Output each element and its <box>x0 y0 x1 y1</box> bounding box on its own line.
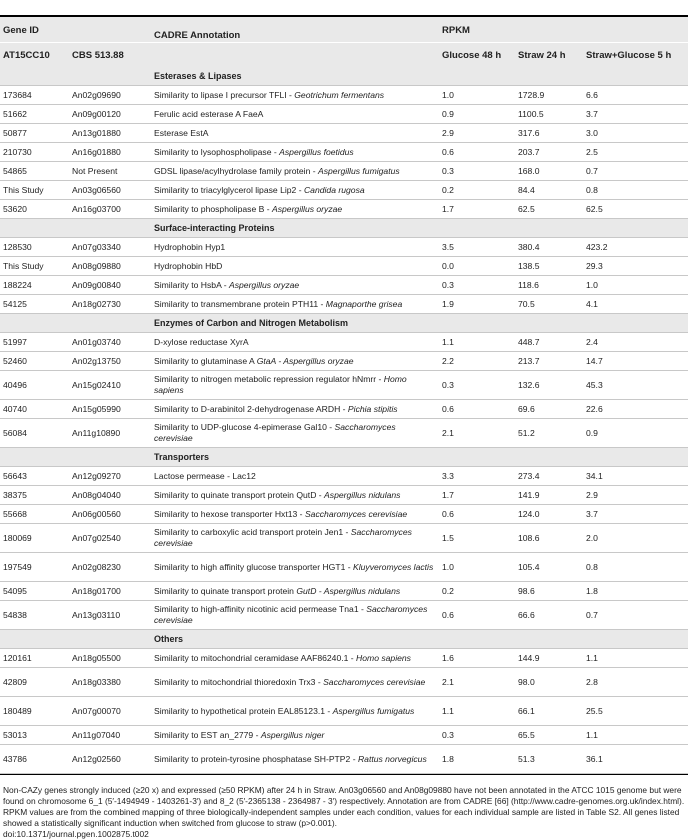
annotation-species: Saccharomyces cerevisiae <box>323 676 426 687</box>
cell-cbs: An08g04040 <box>68 486 150 505</box>
header-row-2 <box>0 42 688 67</box>
annotation-text: GDSL lipase/acylhydrolase family protein - <box>154 165 318 176</box>
annotation-species: Aspergillus fumigatus <box>318 165 400 176</box>
table-row <box>0 582 688 601</box>
cell-straw-glucose: 36.1 <box>582 745 688 774</box>
section-title: Enzymes of Carbon and Nitrogen Metabolism <box>150 314 688 333</box>
header-straw-glucose: Straw+Glucose 5 h <box>586 50 672 61</box>
gene-table-body <box>0 67 688 774</box>
annotation-text: Similarity to high affinity glucose transporter HGT1 - <box>154 561 354 572</box>
table-row <box>0 400 688 419</box>
cell-cbs: An12g02560 <box>68 745 150 774</box>
cell-cbs: Not Present <box>68 162 150 181</box>
cell-glucose: 2.2 <box>438 352 514 371</box>
cell-straw-glucose: 423.2 <box>582 238 688 257</box>
cell-glucose: 1.0 <box>438 553 514 582</box>
cell-straw: 66.6 <box>514 601 582 630</box>
cell-straw-glucose: 34.1 <box>582 467 688 486</box>
table-row <box>0 276 688 295</box>
section-title: Transporters <box>150 448 688 467</box>
cell-glucose: 3.5 <box>438 238 514 257</box>
cell-glucose: 0.6 <box>438 601 514 630</box>
cell-annotation <box>150 649 438 668</box>
header-gene-id: Gene ID <box>3 25 39 36</box>
annotation-text: Similarity to UDP-glucose 4-epimerase Gal10 - <box>154 422 335 432</box>
cell-cbs: An13g01880 <box>68 124 150 143</box>
table-row <box>0 257 688 276</box>
cell-annotation <box>150 467 438 486</box>
annotation-text: Similarity to EST an_2779 - <box>154 729 261 740</box>
cell-at15cc10: 50877 <box>0 124 68 143</box>
cell-glucose: 3.3 <box>438 467 514 486</box>
cell-annotation <box>150 124 438 143</box>
cell-cbs: An06g00560 <box>68 505 150 524</box>
section-title: Esterases & Lipases <box>150 67 688 86</box>
cell-annotation <box>150 524 438 553</box>
cell-straw-glucose: 0.7 <box>582 601 688 630</box>
cell-annotation <box>150 668 438 697</box>
table-row <box>0 352 688 371</box>
cell-straw: 273.4 <box>514 467 582 486</box>
cell-at15cc10: 54095 <box>0 582 68 601</box>
annotation-text: Similarity to quinate transport protein QutD - <box>154 489 325 500</box>
annotation-species: Saccharomyces cerevisiae <box>304 508 408 519</box>
cell-straw-glucose: 3.7 <box>582 105 688 124</box>
annotation-species: GutD - Aspergillus nidulans <box>296 585 401 596</box>
table-row <box>0 238 688 257</box>
cell-cbs: An07g02540 <box>68 524 150 553</box>
cell-at15cc10: This Study <box>0 181 68 200</box>
cell-at15cc10: 188224 <box>0 276 68 295</box>
annotation-text: Esterase EstA <box>154 127 209 138</box>
cell-cbs: An12g09270 <box>68 467 150 486</box>
header-at15cc10: AT15CC10 <box>3 50 50 61</box>
cell-cbs: An11g07040 <box>68 726 150 745</box>
cell-straw: 380.4 <box>514 238 582 257</box>
cell-at15cc10: 54125 <box>0 295 68 314</box>
cell-annotation <box>150 86 438 105</box>
annotation-text: Similarity to phospholipase B - <box>154 203 272 214</box>
table-row <box>0 524 688 553</box>
cell-straw-glucose: 2.5 <box>582 143 688 162</box>
cell-straw: 213.7 <box>514 352 582 371</box>
cell-annotation <box>150 333 438 352</box>
cell-straw: 105.4 <box>514 553 582 582</box>
table-row <box>0 162 688 181</box>
cell-cbs: An08g09880 <box>68 257 150 276</box>
cell-annotation <box>150 400 438 419</box>
cell-cbs: An15g05990 <box>68 400 150 419</box>
annotation-text: Similarity to lysophospholipase - <box>154 146 280 157</box>
annotation-species: Candida rugosa <box>303 184 365 195</box>
section-row <box>0 630 688 649</box>
section-row <box>0 67 688 86</box>
cell-straw-glucose: 62.5 <box>582 200 688 219</box>
annotation-text: Hydrophobin HbD <box>154 260 223 271</box>
table-footnote: Non-CAZy genes strongly induced (≥20 x) and expressed (≥50 RPKM) after 24 h in Straw. An03g06560 and An08g09880 have not been annotated in the ATCC 1015 genome but were found on chromosome 6_1 (5′-1494949 - 1403261-3′) and 8_2 (5′-2365138 - 2364987 - 3′) respectively. Annotation are from CADRE [66] (http://www.cadre-genomes.org.uk/index.html). RPKM values are from the combined mapping of three biologically-independent samples under each condition, values for each individual sample are listed in Table S2. All genes listed showed a statistically significant induction when switched from glucose to straw (p>0.001). <box>3 785 685 828</box>
annotation-text: Similarity to transmembrane protein PTH11 - <box>154 298 326 309</box>
cell-cbs: An18g03380 <box>68 668 150 697</box>
cell-cbs: An02g09690 <box>68 86 150 105</box>
cell-straw: 144.9 <box>514 649 582 668</box>
cell-annotation <box>150 105 438 124</box>
header-straw: Straw 24 h <box>518 50 566 61</box>
table-row <box>0 143 688 162</box>
cell-cbs: An07g00070 <box>68 697 150 726</box>
section-row <box>0 448 688 467</box>
annotation-text: D-xylose reductase XyrA <box>154 336 249 347</box>
cell-annotation <box>150 200 438 219</box>
cell-straw: 51.3 <box>514 745 582 774</box>
annotation-text: Similarity to lipase I precursor TFLI - <box>154 89 295 100</box>
cell-glucose: 1.1 <box>438 697 514 726</box>
table-row <box>0 745 688 774</box>
cell-glucose: 0.2 <box>438 181 514 200</box>
cell-at15cc10: 51662 <box>0 105 68 124</box>
cell-cbs: An16g03700 <box>68 200 150 219</box>
cell-straw: 98.6 <box>514 582 582 601</box>
cell-annotation <box>150 553 438 582</box>
annotation-text: Similarity to glutaminase A <box>154 355 257 366</box>
cell-straw: 124.0 <box>514 505 582 524</box>
cell-at15cc10: 42809 <box>0 668 68 697</box>
cell-straw: 118.6 <box>514 276 582 295</box>
annotation-text: Similarity to high-affinity nicotinic acid permease Tna1 - <box>154 604 367 614</box>
table-row <box>0 668 688 697</box>
cell-straw-glucose: 3.7 <box>582 505 688 524</box>
cell-straw-glucose: 14.7 <box>582 352 688 371</box>
annotation-species: Saccharomyces cerevisiae <box>154 527 412 548</box>
cell-at15cc10: 180069 <box>0 524 68 553</box>
annotation-text: Similarity to HsbA - <box>154 279 229 290</box>
cell-at15cc10: 128530 <box>0 238 68 257</box>
cell-glucose: 0.0 <box>438 257 514 276</box>
annotation-species: Magnaporthe grisea <box>325 298 403 309</box>
cell-cbs: An01g03740 <box>68 333 150 352</box>
cell-glucose: 0.2 <box>438 582 514 601</box>
annotation-text: Similarity to triacylglycerol lipase Lip2 - <box>154 184 304 195</box>
table-row <box>0 333 688 352</box>
table-row <box>0 601 688 630</box>
cell-straw: 448.7 <box>514 333 582 352</box>
table-row <box>0 726 688 745</box>
cell-straw: 69.6 <box>514 400 582 419</box>
cell-straw: 141.9 <box>514 486 582 505</box>
cell-straw: 98.0 <box>514 668 582 697</box>
table-row <box>0 86 688 105</box>
cell-straw-glucose: 2.0 <box>582 524 688 553</box>
cell-glucose: 0.3 <box>438 276 514 295</box>
table-row <box>0 124 688 143</box>
cell-straw-glucose: 0.8 <box>582 181 688 200</box>
cell-at15cc10: 38375 <box>0 486 68 505</box>
annotation-text: Similarity to hexose transporter Hxt13 - <box>154 508 305 519</box>
table-row <box>0 697 688 726</box>
annotation-text: Similarity to mitochondrial ceramidase AAF86240.1 - <box>154 652 357 663</box>
cell-annotation <box>150 697 438 726</box>
cell-cbs: An15g02410 <box>68 371 150 400</box>
annotation-species: Aspergillus foetidus <box>279 146 354 157</box>
cell-at15cc10: 56084 <box>0 419 68 448</box>
section-row <box>0 314 688 333</box>
cell-annotation <box>150 276 438 295</box>
cell-straw-glucose: 1.8 <box>582 582 688 601</box>
annotation-species: Aspergillus oryzae <box>271 203 343 214</box>
table-figure <box>0 15 688 839</box>
annotation-text: Lactose permease - Lac12 <box>154 470 256 481</box>
table-row <box>0 419 688 448</box>
annotation-species: Homo sapiens <box>154 374 407 395</box>
cell-cbs: An02g13750 <box>68 352 150 371</box>
cell-cbs: An02g08230 <box>68 553 150 582</box>
cell-straw-glucose: 4.1 <box>582 295 688 314</box>
cell-glucose: 1.8 <box>438 745 514 774</box>
doi: doi:10.1371/journal.pgen.1002875.t002 <box>3 829 149 839</box>
cell-straw: 66.1 <box>514 697 582 726</box>
cell-at15cc10: This Study <box>0 257 68 276</box>
cell-glucose: 1.5 <box>438 524 514 553</box>
cell-glucose: 0.6 <box>438 400 514 419</box>
cell-cbs: An09g00840 <box>68 276 150 295</box>
cell-straw: 138.5 <box>514 257 582 276</box>
cell-straw-glucose: 3.0 <box>582 124 688 143</box>
annotation-text: Similarity to protein-tyrosine phosphatase SH-PTP2 - <box>154 753 358 764</box>
cell-straw-glucose: 2.8 <box>582 668 688 697</box>
annotation-species: Saccharomyces cerevisiae <box>154 422 396 443</box>
cell-annotation <box>150 745 438 774</box>
cell-annotation <box>150 257 438 276</box>
cell-glucose: 0.3 <box>438 371 514 400</box>
cell-at15cc10: 53620 <box>0 200 68 219</box>
cell-annotation <box>150 295 438 314</box>
cell-at15cc10: 51997 <box>0 333 68 352</box>
cell-at15cc10: 54865 <box>0 162 68 181</box>
table-row <box>0 200 688 219</box>
table-row <box>0 467 688 486</box>
gene-table <box>0 67 688 774</box>
cell-straw-glucose: 1.0 <box>582 276 688 295</box>
cell-glucose: 2.9 <box>438 124 514 143</box>
annotation-species: Aspergillus oryzae <box>228 279 300 290</box>
cell-straw-glucose: 0.8 <box>582 553 688 582</box>
cell-annotation <box>150 371 438 400</box>
table-row <box>0 486 688 505</box>
cell-cbs: An18g01700 <box>68 582 150 601</box>
section-title: Others <box>150 630 688 649</box>
cell-straw: 62.5 <box>514 200 582 219</box>
header-row-1 <box>0 17 688 42</box>
cell-annotation <box>150 582 438 601</box>
cell-glucose: 2.1 <box>438 668 514 697</box>
cell-straw: 108.6 <box>514 524 582 553</box>
cell-glucose: 0.9 <box>438 105 514 124</box>
cell-at15cc10: 40740 <box>0 400 68 419</box>
table-row <box>0 181 688 200</box>
cell-cbs: An18g05500 <box>68 649 150 668</box>
cell-straw-glucose: 29.3 <box>582 257 688 276</box>
section-row <box>0 219 688 238</box>
annotation-text: Hydrophobin Hyp1 <box>154 241 226 252</box>
annotation-text: Similarity to quinate transport protein <box>154 585 297 596</box>
cell-at15cc10: 53013 <box>0 726 68 745</box>
cell-cbs: An03g06560 <box>68 181 150 200</box>
cell-annotation <box>150 419 438 448</box>
cell-annotation <box>150 601 438 630</box>
cell-straw-glucose: 1.1 <box>582 726 688 745</box>
cell-glucose: 1.1 <box>438 333 514 352</box>
cell-straw: 132.6 <box>514 371 582 400</box>
table-row <box>0 105 688 124</box>
cell-straw: 84.4 <box>514 181 582 200</box>
annotation-text: Ferulic acid esterase A FaeA <box>154 108 264 119</box>
cell-straw-glucose: 22.6 <box>582 400 688 419</box>
cell-glucose: 1.6 <box>438 649 514 668</box>
table-row <box>0 505 688 524</box>
annotation-text: Similarity to D-arabinitol 2-dehydrogenase ARDH - <box>154 403 348 414</box>
header-rpkm: RPKM <box>442 25 470 36</box>
annotation-species: Pichia stipitis <box>347 403 398 414</box>
cell-cbs: An07g03340 <box>68 238 150 257</box>
cell-at15cc10: 55668 <box>0 505 68 524</box>
table-row <box>0 295 688 314</box>
cell-glucose: 0.6 <box>438 143 514 162</box>
cell-straw: 1100.5 <box>514 105 582 124</box>
cell-annotation <box>150 143 438 162</box>
cell-at15cc10: 43786 <box>0 745 68 774</box>
header-annotation: CADRE Annotation <box>154 30 241 41</box>
annotation-species: Geotrichum fermentans <box>294 89 385 100</box>
cell-glucose: 1.7 <box>438 486 514 505</box>
cell-at15cc10: 120161 <box>0 649 68 668</box>
cell-annotation <box>150 352 438 371</box>
cell-annotation <box>150 238 438 257</box>
cell-at15cc10: 52460 <box>0 352 68 371</box>
annotation-species: Aspergillus nidulans <box>324 489 401 500</box>
cell-at15cc10: 197549 <box>0 553 68 582</box>
cell-glucose: 0.3 <box>438 162 514 181</box>
cell-annotation <box>150 181 438 200</box>
cell-cbs: An11g10890 <box>68 419 150 448</box>
cell-glucose: 1.0 <box>438 86 514 105</box>
cell-at15cc10: 210730 <box>0 143 68 162</box>
cell-cbs: An18g02730 <box>68 295 150 314</box>
cell-straw-glucose: 0.9 <box>582 419 688 448</box>
annotation-species: Saccharomyces cerevisiae <box>154 604 428 625</box>
cell-at15cc10: 54838 <box>0 601 68 630</box>
cell-at15cc10: 40496 <box>0 371 68 400</box>
cell-straw: 70.5 <box>514 295 582 314</box>
cell-annotation <box>150 726 438 745</box>
header-cbs: CBS 513.88 <box>72 50 124 61</box>
cell-at15cc10: 173684 <box>0 86 68 105</box>
cell-straw-glucose: 6.6 <box>582 86 688 105</box>
cell-cbs: An16g01880 <box>68 143 150 162</box>
cell-glucose: 1.9 <box>438 295 514 314</box>
cell-straw-glucose: 2.9 <box>582 486 688 505</box>
table-row <box>0 371 688 400</box>
annotation-species: Kluyveromyces lactis <box>353 561 434 572</box>
cell-cbs: An13g03110 <box>68 601 150 630</box>
annotation-text: Similarity to mitochondrial thioredoxin Trx3 - <box>154 676 324 687</box>
cell-glucose: 2.1 <box>438 419 514 448</box>
cell-at15cc10: 56643 <box>0 467 68 486</box>
table-row <box>0 649 688 668</box>
annotation-text: Similarity to carboxylic acid transport protein Jen1 - <box>154 527 351 537</box>
cell-at15cc10: 180489 <box>0 697 68 726</box>
annotation-species: Rattus norvegicus <box>357 753 427 764</box>
annotation-species: Aspergillus niger <box>260 729 325 740</box>
annotation-species: GtaA - Aspergillus oryzae <box>256 355 354 366</box>
cell-straw: 317.6 <box>514 124 582 143</box>
cell-glucose: 0.6 <box>438 505 514 524</box>
cell-straw-glucose: 0.7 <box>582 162 688 181</box>
cell-straw-glucose: 2.4 <box>582 333 688 352</box>
annotation-species: Homo sapiens <box>356 652 411 663</box>
cell-straw: 203.7 <box>514 143 582 162</box>
cell-cbs: An09g00120 <box>68 105 150 124</box>
cell-straw: 168.0 <box>514 162 582 181</box>
cell-straw: 65.5 <box>514 726 582 745</box>
cell-straw-glucose: 25.5 <box>582 697 688 726</box>
annotation-species: Aspergillus fumigatus <box>332 705 415 716</box>
annotation-text: Similarity to hypothetical protein EAL85123.1 - <box>154 705 333 716</box>
section-title: Surface-interacting Proteins <box>150 219 688 238</box>
cell-glucose: 1.7 <box>438 200 514 219</box>
cell-straw: 1728.9 <box>514 86 582 105</box>
header-glucose: Glucose 48 h <box>442 50 502 61</box>
cell-glucose: 0.3 <box>438 726 514 745</box>
cell-straw: 51.2 <box>514 419 582 448</box>
cell-straw-glucose: 45.3 <box>582 371 688 400</box>
cell-straw-glucose: 1.1 <box>582 649 688 668</box>
cell-annotation <box>150 505 438 524</box>
annotation-text: Similarity to nitrogen metabolic repression regulator hNmrr - <box>154 374 384 384</box>
table-row <box>0 553 688 582</box>
cell-annotation <box>150 162 438 181</box>
cell-annotation <box>150 486 438 505</box>
